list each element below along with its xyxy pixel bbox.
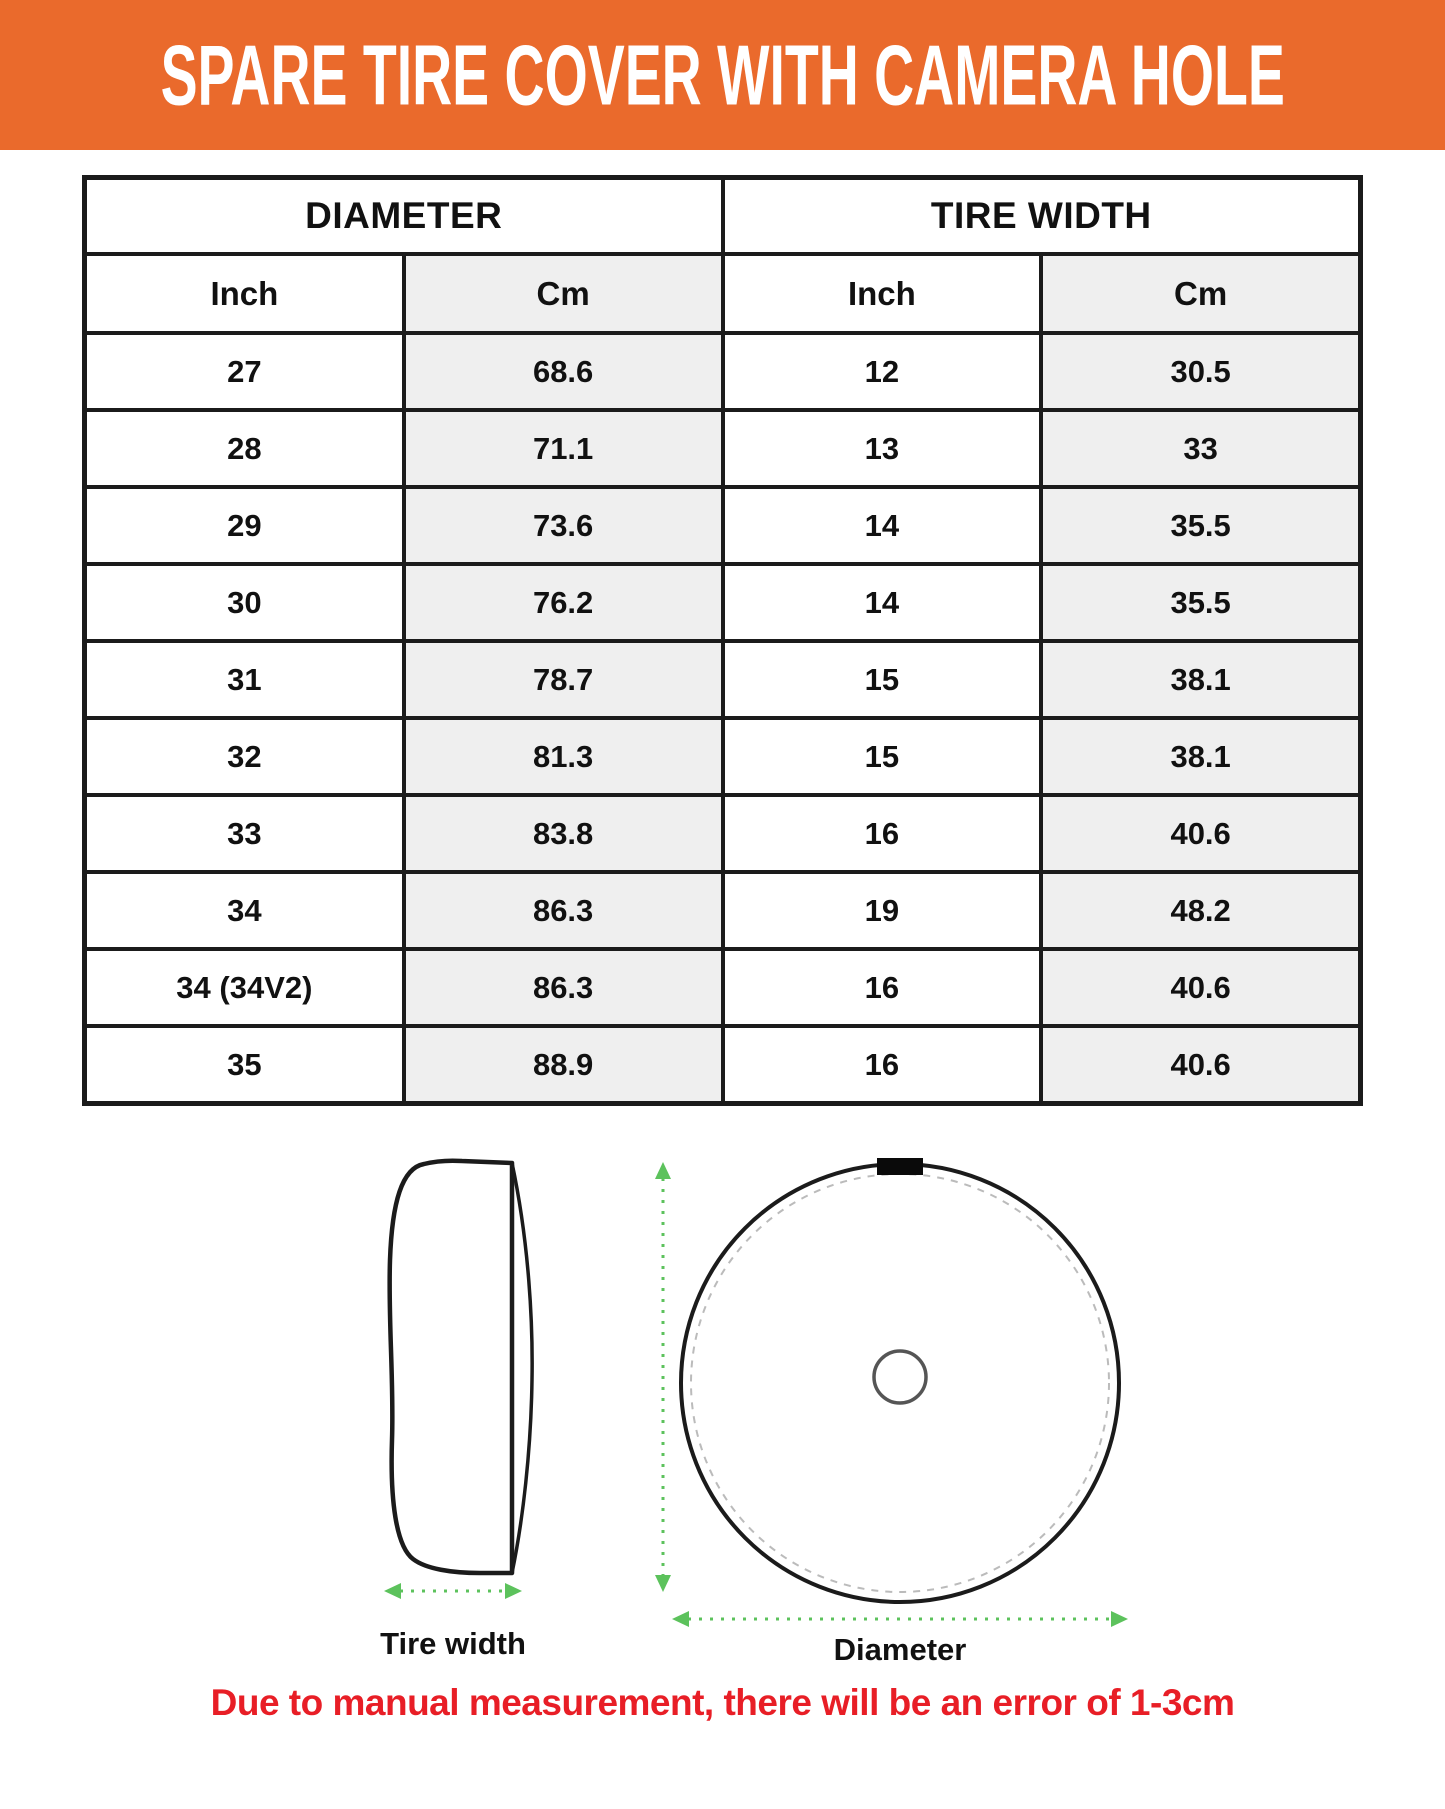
cell-width-cm: 40.6 (1041, 1026, 1360, 1103)
size-chart-table (82, 175, 1363, 1106)
cell-diameter-inch: 34 (34V2) (85, 949, 404, 1026)
cell-diameter-inch: 30 (85, 564, 404, 641)
cell-diameter-inch: 31 (85, 641, 404, 718)
table-sub-header-row (85, 254, 1360, 333)
size-chart-container (82, 175, 1363, 1106)
cell-width-inch: 12 (723, 333, 1042, 410)
title-banner (0, 0, 1445, 150)
tire-side-view (390, 1161, 533, 1573)
cell-diameter-inch: 27 (85, 333, 404, 410)
cell-diameter-inch: 32 (85, 718, 404, 795)
cell-width-cm: 38.1 (1041, 641, 1360, 718)
page-title: SPARE TIRE COVER WITH CAMERA HOLE (160, 26, 1285, 123)
measurement-error-note: Due to manual measurement, there will be an error of 1-3cm (210, 1682, 1235, 1723)
diameter-vertical-arrow (655, 1162, 671, 1592)
group-header-diameter: DIAMETER (85, 178, 723, 254)
subheader-width-cm: Cm (1041, 254, 1360, 333)
cell-width-inch: 15 (723, 641, 1042, 718)
table-row (85, 718, 1360, 795)
cell-diameter-inch: 34 (85, 872, 404, 949)
cell-diameter-cm: 86.3 (404, 949, 723, 1026)
subheader-diameter-cm: Cm (404, 254, 723, 333)
table-row (85, 795, 1360, 872)
cell-width-cm: 30.5 (1041, 333, 1360, 410)
subheader-width-inch: Inch (723, 254, 1042, 333)
cell-diameter-cm: 71.1 (404, 410, 723, 487)
table-row (85, 1026, 1360, 1103)
table-row (85, 487, 1360, 564)
cell-diameter-inch: 29 (85, 487, 404, 564)
cell-width-inch: 19 (723, 872, 1042, 949)
cell-width-cm: 35.5 (1041, 564, 1360, 641)
cell-width-cm: 40.6 (1041, 949, 1360, 1026)
cell-width-inch: 16 (723, 949, 1042, 1026)
cell-diameter-inch: 28 (85, 410, 404, 487)
tire-width-label: Tire width (380, 1626, 526, 1661)
cell-width-inch: 16 (723, 1026, 1042, 1103)
table-group-header-row (85, 178, 1360, 254)
subheader-diameter-inch: Inch (85, 254, 404, 333)
table-row (85, 641, 1360, 718)
table-row (85, 872, 1360, 949)
cell-width-inch: 14 (723, 487, 1042, 564)
cell-diameter-cm: 81.3 (404, 718, 723, 795)
cell-width-cm: 35.5 (1041, 487, 1360, 564)
cell-width-inch: 15 (723, 718, 1042, 795)
cell-diameter-inch: 33 (85, 795, 404, 872)
cell-diameter-cm: 78.7 (404, 641, 723, 718)
tire-width-arrow (384, 1583, 522, 1599)
table-row (85, 410, 1360, 487)
cell-diameter-cm: 83.8 (404, 795, 723, 872)
tire-front-view (681, 1158, 1119, 1602)
cell-width-inch: 16 (723, 795, 1042, 872)
table-row (85, 949, 1360, 1026)
cell-diameter-cm: 86.3 (404, 872, 723, 949)
cell-width-cm: 48.2 (1041, 872, 1360, 949)
diameter-horizontal-arrow (672, 1611, 1128, 1627)
table-row (85, 564, 1360, 641)
group-header-tire-width: TIRE WIDTH (723, 178, 1361, 254)
table-row (85, 333, 1360, 410)
cell-diameter-cm: 73.6 (404, 487, 723, 564)
cell-width-cm: 40.6 (1041, 795, 1360, 872)
tire-measurement-diagram (0, 1148, 1445, 1668)
diameter-label: Diameter (833, 1632, 967, 1667)
cell-diameter-cm: 88.9 (404, 1026, 723, 1103)
cell-width-cm: 38.1 (1041, 718, 1360, 795)
cell-diameter-cm: 68.6 (404, 333, 723, 410)
cell-diameter-inch: 35 (85, 1026, 404, 1103)
cell-diameter-cm: 76.2 (404, 564, 723, 641)
cell-width-cm: 33 (1041, 410, 1360, 487)
camera-hole (874, 1351, 926, 1403)
camera-mount-mark (877, 1158, 923, 1175)
cell-width-inch: 14 (723, 564, 1042, 641)
cell-width-inch: 13 (723, 410, 1042, 487)
